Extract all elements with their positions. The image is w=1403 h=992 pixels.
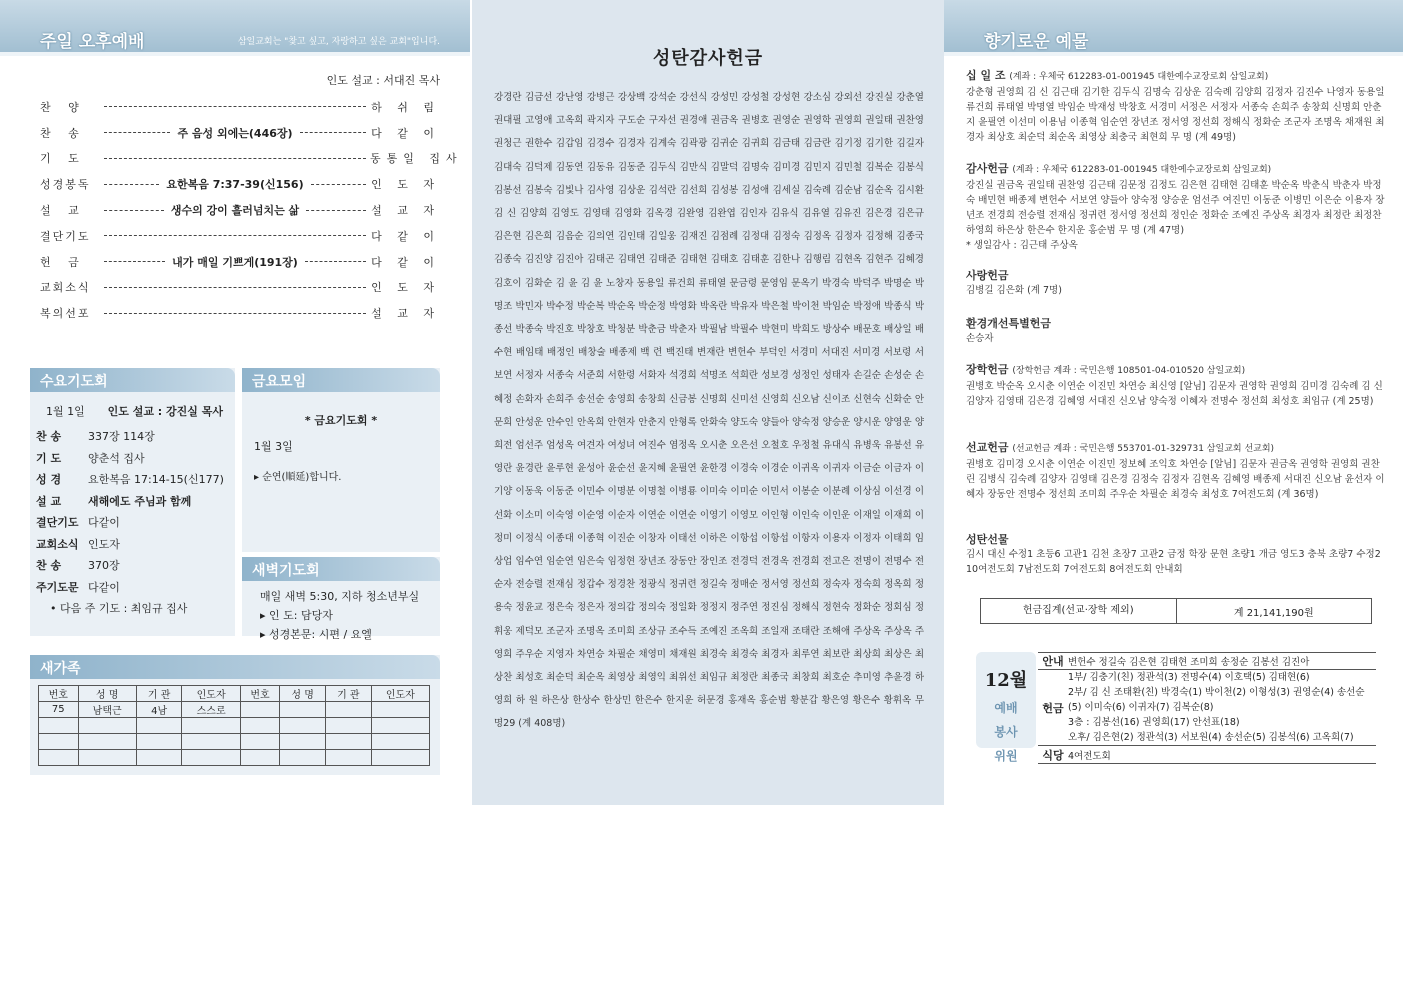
order-person: 설 교 자	[371, 204, 440, 218]
service-title: 주일 오후예배	[40, 32, 145, 52]
total-label: 헌금집계(선교·장학 제외)	[981, 599, 1177, 623]
order-item: 헌 금	[40, 255, 86, 269]
wed-row	[36, 490, 229, 512]
order-person: 다 같 이	[371, 255, 440, 269]
wed-item: 성 경	[36, 473, 62, 487]
wed-row	[36, 512, 229, 534]
order-row	[40, 223, 440, 249]
td	[240, 702, 280, 718]
order-item: 찬 양	[40, 100, 86, 114]
order-row	[40, 300, 440, 326]
wed-row	[36, 469, 229, 491]
christmas-offering-names: 강경란 김금선 강난영 강병근 강상백 강석순 강선식 강성민 강성철 강성현 강소심 강외선 강진실 강춘열 권대필 고영애 고옥희 곽지자 구도순 구자선 권경애 권금옥 권병호 권영순 권영학 권영희 권일태 권찬영 권청근 권한수 김갑임 김경수 김경자 김계숙 김곽광 김귀순 김귀희 김금태 김금란 김기정 김기한 김길자 김대숙 김덕제 김동연 김동유 김동준 김두식 김만식 김말덕 김명숙 김미경 김민지 김민철 김복순 김봉식 김봉선 김봉숙 김빛나 김사영 김상운 김석란 김선희 김성봉 김성애 김세실 김숙례 김순남 김순옥 김시환 김 신 김양희 김영도 김영태 김영화 김옥경 김완영 김완엽 김인자 김유식 김유열 김유진 김은경 김은규 김은현 김은희 김음순 김의연 김인태 김일웅 김재진 김점례 김정대 김정숙 김정옥 김정자 김정해 김종국 김종숙 김진양 김진아 김태곤 김태연 김태준 김태현 김태호 김태훈 김한나 김행림 김현옥 김현주 김혜경 김호이 김화순 김 윤 김 윤 노창자 동용일 류건희 류태열 문금령 문영임 문옥기 박경숙 박덕주 박명순 박명조 박민자 박수정 박순복 박순옥 박순정 박영화 박옥란 박유자 박은철 박이천 박임순 박정애 박종식 박종선 박종숙 박진호 박창호 박청분 박춘금 박춘자 박필남 박필수 박현미 박희도 방상수 배문호 배상일 배수현 배임태 배정인 배창술 배종제 백 련 백진태 변재란 변헌수 부덕인 서경미 서대진 서미경 서보령 서보연 서정자 서종숙 서준희 서한령 서화자 석경희 석명조 석희란 성보경 성정인 성태자 손길순 손성순 손혜정 손화자 손희주 송선순 송영희 송창희 신금봉 신명희 신미선 신영희 신오남 신이조 신현숙 신화순 안문희 안성운 안수인 안옥희 안현자 안춘지 안형록 안화숙 양도숙 양들아 양숙정 양승운 양시운 양영운 양희전 엄선주 엄성옥 여견자 여성녀 여진수 염정옥 오시춘 오은선 오철호 우정철 유대식 유병욱 유봉선 유영란 윤경란 윤루현 윤성아 윤순선 윤지혜 윤필연 윤한경 이경숙 이경순 이귀옥 이귀자 이금순 이금자 이기양 이동욱 이동준 이민수 이명분 이명철 이병룡 이미숙 이미순 이민서 이봉순 이분례 이상심 이선경 이선화 이소미 이숙영 이순영 이순자 이연순 이연순 이영기 이영모 이인형 이인숙 이인운 이재일 이재희 이정미 이정식 이종대 이종혁 이진순 이창자 이태선 이하은 이항섭 이항섭 이항자 이용자 이정자 이태희 임상업 임수연 임순연 임은숙 임정현 장년조 장동안 장인조 전경덕 전경옥 전경희 전고은 전명이 전명수 전순자 전승렬 전재심 정갑수 정경찬 정광식 정귀련 정길숙 정매순 정서영 정선희 정숙자 정숙희 정옥희 정용숙 정윤교 정은숙 정은자 정의갑 정의숙 정일화 정정지 정주연 정진심 정해식 정현숙 정화순 정회심 정휘웅 제덕모 조군자 조명옥 조미희 조상규 조수득 조예진 조옥희 조일재 조태란 조해애 주상옥 주상옥 주영희 주우순 지영자 차연승 차필순 채영미 채재원 최경숙 최경숙 최경자 최루연 최보란 최상희 최상은 최상찬 최성호 최순덕 최순옥 최영상 최영익 최위선 최임규 최정란 최종국 최창희 최호순 추미영 추윤경 하영희 하 원 하은상 한상수 한상민 한은수 한지운 허문경 홍재옥 홍순범 황분갑 황은영 황은수 황휘옥 무명29 (계 408명)	[494, 92, 924, 730]
order-row	[40, 275, 440, 301]
env-names: 손승자	[966, 333, 994, 344]
right-column	[944, 0, 1403, 992]
worship-order	[40, 72, 463, 326]
wed-row	[36, 576, 229, 598]
wed-item: 결단기도	[36, 516, 79, 530]
offer-1: 1부/ 김충기(친) 정관석(3) 전명수(4) 이호택(5) 김태현(6)	[1068, 672, 1310, 683]
left-column	[0, 0, 470, 992]
order-item: 성경봉독	[40, 178, 91, 192]
thanks-section	[966, 161, 1386, 253]
order-item: 설 교	[40, 204, 86, 218]
wed-item: 찬 송	[36, 430, 62, 444]
wed-value: 새해에도 주님과 함께	[88, 494, 192, 508]
env-section	[966, 316, 1386, 346]
th: 인도자	[371, 686, 429, 702]
wed-leader: 인도 설교 : 강진실 목사	[107, 404, 223, 418]
new-family-table	[38, 685, 430, 766]
wed-value: 370장	[88, 559, 120, 573]
leader-line: 인도 설교 : 서대진 목사	[326, 74, 440, 87]
wed-value: 인도자	[88, 537, 120, 551]
wed-item: 기 도	[36, 451, 62, 465]
env-heading: 환경개선특별헌금	[966, 317, 1052, 330]
td	[371, 702, 429, 718]
committee-table: 안내 변헌수 정길숙 김은현 김태현 조미희 송정순 김봉선 김진아 헌금 1부/ 김충기(친) 정관석(3) 전명수(4) 이호택(5) 김태현(6) 2부/ 김 신 조태환(친) 박경숙(1) 박이천(2) 이형성(3) 권영순(4) 송선순(5) 이미숙(6) 이귀자(7) 김복순(8) 3층 : 김봉선(16) 권영희(17) 안선표(18) 오후/ 김은현(2) 정관석(3) 서보원(4) 송선순(5) 김봉석(6) 고옥희(7) 식당 4여전도회	[1038, 652, 1376, 764]
friday-meeting-box	[242, 368, 440, 552]
fri-note: ▸ 순연(順延)합니다.	[254, 472, 342, 483]
total-amount: 계 21,141,190원	[1233, 607, 1314, 619]
church-motto: 삼일교회는 "찾고 싶고, 자랑하고 싶은 교회"입니다.	[237, 37, 440, 47]
order-detail: 요한복음 7:37-39(신156)	[166, 178, 304, 192]
mission-heading: 선교헌금	[966, 441, 1009, 454]
new-family-box	[30, 655, 440, 775]
wed-item: 설 교	[36, 494, 62, 508]
wed-row	[36, 533, 229, 555]
offer-4: 오후/ 김은현(2) 정관석(3) 서보원(4) 송선순(5) 김봉석(6) 고옥희(7)	[1068, 732, 1354, 743]
love-section	[966, 268, 1386, 298]
wed-value: 양춘석 집사	[88, 451, 145, 465]
fri-title: 금요모임	[242, 368, 440, 392]
newfam-title: 새가족	[30, 655, 440, 679]
order-person: 하 쉬 림	[371, 100, 440, 114]
mission-section	[966, 440, 1386, 502]
th: 번호	[39, 686, 79, 702]
dawn-title: 새벽기도회	[242, 557, 440, 581]
xmas-heading: 성탄선물	[966, 533, 1009, 546]
wed-value: 다같이	[88, 580, 120, 594]
offer-3: 3층 : 김봉선(16) 권영희(17) 안선표(18)	[1068, 717, 1240, 728]
birthday-note: * 생일감사 : 김근태 주상옥	[966, 240, 1078, 251]
th: 기 관	[325, 686, 371, 702]
thanks-heading: 감사헌금	[966, 162, 1009, 175]
order-detail: 생수의 강이 흘러넘치는 삶	[170, 204, 300, 218]
dawn-prayer-box	[242, 557, 440, 641]
order-person: 동통일 집사	[370, 152, 463, 166]
love-names: 김병길 김은화 (계 7명)	[966, 285, 1062, 296]
schol-account: (장학헌금 계좌 : 국민은행 108501-04-010520 삼일교회)	[1012, 366, 1246, 376]
tithe-names: 강춘형 권영희 김 신 김근태 김기한 김두식 김명숙 김상운 김숙례 김양희 김정자 김진수 나영자 동용일 류건희 류태열 박명열 박임순 박재성 박창호 서경미 서정은 서정자 서종숙 손희주 송창희 신명희 안춘지 윤필연 이선미 이용님 이종혁 임순연 장년조 정서영 정선희 정해식 정화순 조군자 조명옥 채재원 최경자 최상호 최순덕 최순옥 최영상 최충국 최현희 무 명 (계 49명)	[966, 87, 1385, 143]
schol-heading: 장학헌금	[966, 363, 1009, 376]
td: 남택근	[78, 702, 136, 718]
order-row	[40, 120, 440, 146]
wed-date: 1월 1일	[46, 404, 85, 418]
dawn-l1: 매일 새벽 5:30, 지하 청소년부실	[260, 590, 420, 603]
christmas-offering-title: 성탄감사헌금	[652, 48, 764, 69]
order-item: 결단기도	[40, 229, 91, 243]
wed-item: 주기도문	[36, 580, 79, 594]
month-badge: 12월 예배 봉사 위원	[976, 652, 1036, 748]
td	[325, 702, 371, 718]
middle-column	[472, 0, 944, 805]
order-person: 인 도 자	[371, 178, 440, 192]
xmas-gift-section	[966, 532, 1386, 577]
offer-2: 2부/ 김 신 조태환(친) 박경숙(1) 박이천(2) 이형성(3) 권영순(4) 송선순(5) 이미숙(6) 이귀자(7) 김복순(8)	[1068, 687, 1365, 713]
td: 75	[39, 702, 79, 718]
offering-title: 향기로운 예물	[984, 32, 1089, 52]
wed-value: 다같이	[88, 516, 120, 530]
dawn-l2: ▸ 인 도: 담당자	[260, 609, 333, 622]
th: 번호	[240, 686, 280, 702]
wed-row	[36, 426, 229, 448]
order-row	[40, 171, 440, 197]
wed-item: 교회소식	[36, 537, 79, 551]
td: 스스로	[182, 702, 240, 718]
order-detail: 내가 매일 기쁘게(191장)	[172, 255, 298, 269]
order-item: 기 도	[40, 152, 86, 166]
order-detail: 주 음성 외에는(446장)	[177, 126, 293, 140]
tithe-heading: 십 일 조	[966, 69, 1006, 82]
order-row	[40, 146, 463, 172]
order-person: 다 같 이	[371, 126, 440, 140]
order-item: 교회소식	[40, 281, 91, 295]
fri-date: 1월 3일	[254, 440, 293, 453]
xmas-names: 김시 대신 수정1 초등6 고관1 김천 초장7 고관2 금정 학장 문현 초량1 개금 영도3 충북 초량7 수정2 10여전도회 7남전도회 7여전도회 8여전도회 안내회	[966, 549, 1381, 575]
wed-value: 337장 114장	[88, 430, 155, 444]
wed-value: 요한복음 17:14-15(신177)	[88, 473, 224, 487]
order-row	[40, 94, 440, 120]
td	[280, 702, 326, 718]
wed-title: 수요기도회	[30, 368, 235, 392]
thanks-account: (계좌 : 우체국 612283-01-001945 대한예수교장로회 삼일교회)	[1012, 165, 1272, 175]
meal-group: 4여전도회	[1068, 750, 1111, 762]
tithe-account: (계좌 : 우체국 612283-01-001945 대한예수교장로회 삼일교회)	[1009, 72, 1269, 82]
thanks-names: 강진실 권금옥 권일태 권찬영 김근태 김문정 김정도 김은현 김태현 김태훈 박순옥 박춘식 박춘자 박정숙 배민현 배종제 변헌수 서보연 양들아 양숙정 양승운 엄선주 여진민 이동준 이병민 이은순 이용자 장년조 전경희 전승렬 전재심 정귀련 정서영 정선희 정인순 정화순 조예진 주상옥 최경자 최정란 최정찬 하영희 하은상 한은수 한지운 홍순범 무 명 (계 47명)	[966, 180, 1385, 236]
th: 성 명	[78, 686, 136, 702]
th: 성 명	[280, 686, 326, 702]
right-banner	[944, 0, 1403, 56]
th: 기 관	[136, 686, 182, 702]
td: 4남	[136, 702, 182, 718]
order-row	[40, 197, 440, 223]
left-banner	[0, 0, 470, 56]
fri-sub: * 금요기도회 *	[304, 414, 378, 427]
order-person: 다 같 이	[371, 229, 440, 243]
order-item: 찬 송	[40, 126, 86, 140]
wed-next: • 다음 주 기도 : 최임규 집사	[50, 602, 188, 616]
order-item: 복의선포	[40, 307, 91, 321]
offering-total	[980, 598, 1372, 624]
wed-row	[36, 555, 229, 577]
order-row	[40, 249, 440, 275]
mission-account: (선교헌금 계좌 : 국민은행 553701-01-329731 삼일교회 선교회)	[1012, 444, 1275, 454]
love-heading: 사랑헌금	[966, 269, 1009, 282]
mission-names: 권병호 김미경 오시춘 이연순 이진민 정보혜 조익호 차연승 [알님] 김문자 권금옥 권영학 권영희 권찬린 김병식 김숙례 김양자 김영태 김은경 김정숙 김정자 김현옥 김혜영 배종제 서대진 신오남 윤선자 이혜자 장동안 전명수 정선희 조미희 주우순 차필순 최경숙 최성호 7여전도회 (계 36명)	[966, 459, 1385, 500]
schol-names: 권병호 박순옥 오시춘 이연순 이진민 차연승 최신영 [알님] 김문자 권영학 권영희 김미경 김숙례 김 신 김양자 김영태 김은경 김혜영 서대진 신오남 양숙정 이혜자 전명수 정선희 최성호 최임규 (계 25명)	[966, 381, 1383, 407]
dawn-l3: ▸ 성경본문: 시편 / 요엘	[260, 628, 372, 641]
guide-names: 변헌수 정길숙 김은현 김태현 조미희 송정순 김봉선 김진아	[1068, 657, 1310, 668]
scholarship-section	[966, 362, 1386, 409]
wed-item: 찬 송	[36, 559, 62, 573]
th: 인도자	[182, 686, 240, 702]
wed-row	[36, 447, 229, 469]
wednesday-prayer-box	[30, 368, 235, 636]
tithe-section	[966, 68, 1386, 145]
order-person: 설 교 자	[371, 307, 440, 321]
order-person: 인 도 자	[371, 281, 440, 295]
